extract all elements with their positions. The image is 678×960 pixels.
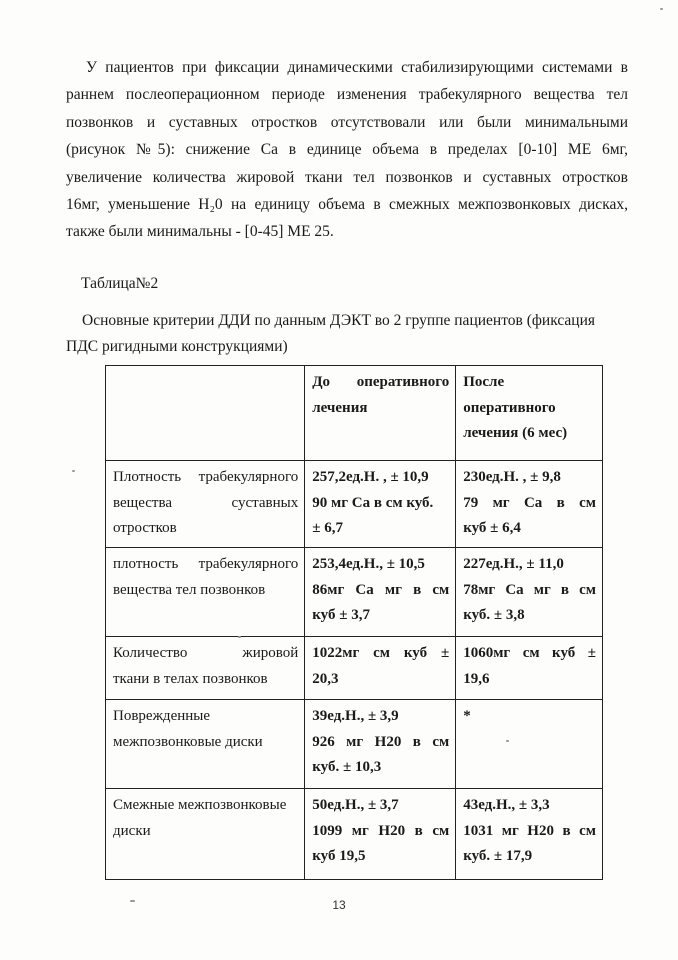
cell-line: 230ед.Н. , ± 9,8: [463, 469, 561, 485]
header-text: лечения (6 мес): [463, 425, 568, 441]
intro-line: 16мг, уменьшение H₂0 на единицу объема в смежных межпозвонковых дисках,: [66, 196, 628, 214]
table-row: [106, 548, 603, 637]
intro-line: раннем послеоперационном периоде изменения трабекулярного вещества тел: [66, 86, 628, 104]
scan-speck: [506, 740, 509, 742]
table-title-line: Основные критерии ДДИ по данным ДЭКТ во 2 группе пациентов (фиксация: [82, 312, 596, 329]
criteria-table: [105, 365, 603, 880]
cell-line: Смежные межпозвонковые: [113, 797, 287, 813]
scan-speck: [660, 8, 663, 10]
table-row: [106, 461, 603, 548]
cell-line: 19,6: [463, 670, 490, 687]
cell-line: куб. ± 17,9: [463, 848, 533, 864]
cell-line: 20,3: [312, 670, 339, 687]
criterion-cell: [106, 548, 305, 637]
after-value-cell: [456, 789, 603, 880]
cell-line: 257,2ед.Н. , ± 10,9: [312, 469, 429, 485]
cell-line: отростков: [113, 520, 177, 536]
cell-line: 86мг Са мг в см: [312, 581, 450, 598]
intro-line: У пациентов при фиксации динамическими стабилизирующими системами в: [86, 59, 628, 76]
cell-line: 90 мг Са в см куб.: [312, 494, 434, 511]
before-value-cell: [305, 637, 456, 700]
table-row: [106, 700, 603, 789]
after-value-cell: [456, 637, 603, 700]
intro-line: (рисунок №5): снижение Са в единице объема в пределах [0-10] МЕ 6мг,: [66, 141, 628, 159]
cell-line: ± 6,7: [312, 520, 343, 536]
cell-line: куб. ± 3,8: [463, 607, 525, 623]
cell-line: 78мг Са мг в см: [463, 581, 596, 598]
scan-speck: [72, 470, 75, 472]
cell-line: 1022мг см куб ±: [312, 645, 450, 661]
header-cell-before: [305, 366, 456, 461]
cell-line: плотность трабекулярного: [113, 556, 299, 572]
header-cell-empty: [106, 366, 305, 461]
after-value-cell: [456, 461, 603, 548]
table-header-row: [106, 366, 603, 461]
header-text: лечения: [312, 399, 368, 416]
cell-line: куб. ± 10,3: [312, 759, 382, 775]
table-row: [106, 637, 603, 700]
header-text: После: [463, 374, 505, 390]
cell-line: куб ± 6,4: [463, 520, 521, 536]
criterion-cell: [106, 637, 305, 700]
scan-speck: [130, 900, 135, 902]
cell-line: вещества тел позвонков: [113, 581, 266, 598]
table-row: [106, 789, 603, 880]
intro-line: также были минимальны - [0-45] МЕ 25.: [66, 223, 334, 241]
table-title-line: ПДС ригидными конструкциями): [66, 338, 288, 355]
cell-line: 79 мг Са в см: [463, 494, 596, 511]
cell-line: Количество жировой: [113, 645, 299, 661]
cell-line: 1099 мг H20 в см: [312, 822, 450, 839]
cell-line: 39ед.Н., ± 3,9: [312, 708, 399, 724]
cell-line: Плотность трабекулярного: [113, 469, 299, 485]
criterion-cell: [106, 789, 305, 880]
cell-line: 43ед.Н., ± 3,3: [463, 797, 550, 813]
scan-speck: [238, 636, 241, 638]
cell-line: куб 19,5: [312, 848, 366, 864]
intro-line: увеличение количества жировой ткани тел позвонков и суставных отростков: [66, 168, 628, 186]
cell-line: 926 мг H20 в см: [312, 733, 450, 750]
cell-line: 1031 мг H20 в см: [463, 822, 596, 839]
cell-line: 1060мг см куб ±: [463, 645, 596, 661]
before-value-cell: [305, 548, 456, 637]
page-number: 13: [332, 898, 346, 912]
criterion-cell: [106, 700, 305, 789]
cell-line: куб ± 3,7: [312, 607, 370, 623]
after-value-cell: [456, 700, 603, 789]
intro-line: позвонков и суставных отростков отсутствовали или были минимальными: [66, 113, 628, 131]
cell-line: межпозвонковые диски: [113, 733, 263, 750]
cell-line: ткани в телах позвонков: [113, 670, 268, 687]
intro-paragraph: [66, 54, 628, 246]
cell-line: *: [463, 708, 471, 724]
header-text: До оперативного: [312, 374, 450, 390]
header-cell-after: [456, 366, 603, 461]
criterion-cell: [106, 461, 305, 548]
before-value-cell: [305, 700, 456, 789]
after-value-cell: [456, 548, 603, 637]
header-text: оперативного: [463, 399, 556, 416]
table-caption: Таблица№2: [81, 275, 159, 292]
before-value-cell: [305, 789, 456, 880]
cell-line: 253,4ед.Н., ± 10,5: [312, 556, 425, 572]
cell-line: диски: [113, 822, 151, 839]
cell-line: Поврежденные: [113, 708, 211, 724]
before-value-cell: [305, 461, 456, 548]
cell-line: 50ед.Н., ± 3,7: [312, 797, 399, 813]
table-title: [66, 308, 628, 360]
cell-line: 227ед.Н., ± 11,0: [463, 556, 564, 572]
cell-line: вещества суставных: [113, 494, 299, 511]
